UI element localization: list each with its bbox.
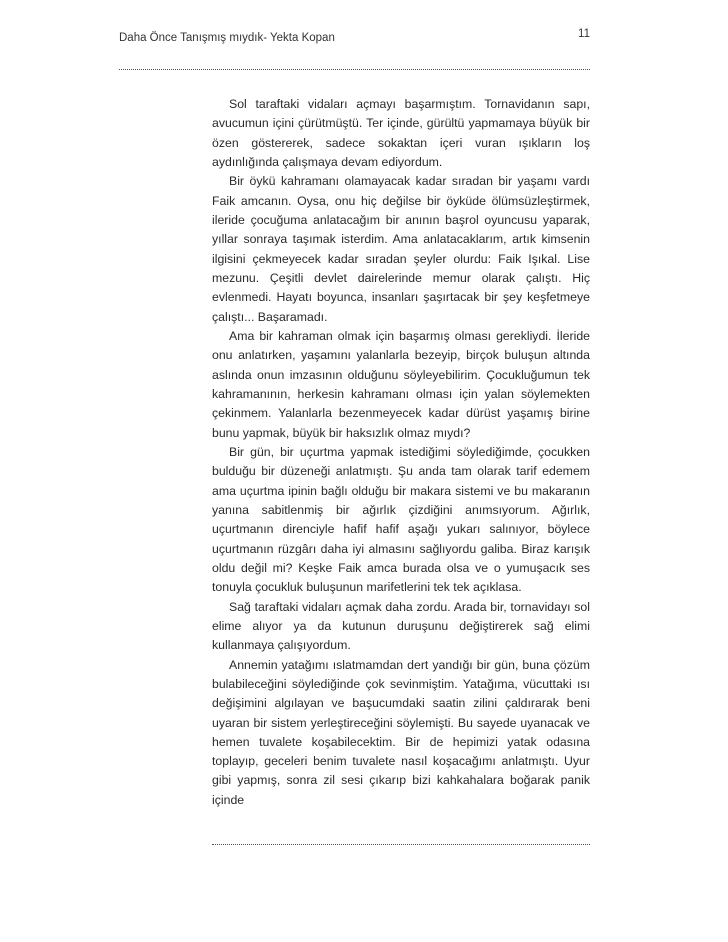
paragraph: Sol taraftaki vidaları açmayı başarmıştım. Tornavidanın sapı, avucumun içini çürütmüştü. Ter içinde, gürültü yapmamaya büyük bir özen göstererek, sadece sokaktan içeri vuran ışıkların loş aydınlığında çalışmaya devam ediyordum.	[212, 97, 590, 169]
paragraph: Bir gün, bir uçurtma yapmak istediğimi söylediğimde, çocukken bulduğu bir düzeneği anlatmıştı. Şu anda tam olarak tarif edemem ama uçurtma ipinin bağlı olduğu bir makara sistemi ve bu makaranın yanına sabitlenmiş bir ağırlık çizdiğini anımsıyorum. Ağırlık, uçurtmanın direnciyle hafif hafif aşağı yukarı salınıyor, böylece uçurtmanın rüzgârı daha iyi almasını sağlıyordu galiba. Biraz karışık oldu değil mi? Keşke Faik amca burada olsa ve o yumuşacık ses tonuyla çocukluk buluşunun marifetlerini tek tek açıklasa.	[212, 444, 590, 595]
header-dotted-rule	[119, 69, 590, 70]
running-header-title: Daha Önce Tanışmış mıydık- Yekta Kopan	[119, 32, 335, 44]
page-number: 11	[578, 28, 590, 40]
paragraph: Ama bir kahraman olmak için başarmış olması gerekliydi. İleride onu anlatırken, yaşamını yalanlarla bezeyip, birçok buluşun altında aslında onun imzasının olduğunu söyleyebilirim. Çocukluğumun tek kahramanının, herkesin kahramanı olması için yalan söylemekten çekinmem. Yalanlarla bezenmeyecek kadar dürüst yaşamış birine bunu yapmak, büyük bir haksızlık olmaz mıydı?	[212, 328, 590, 440]
body-text	[212, 95, 590, 810]
paragraph: Sağ taraftaki vidaları açmak daha zordu. Arada bir, tornavidayı sol elime alıyor ya da kutunun duruşunu değiştirerek sağ elimi kullanmaya çalışıyordum.	[212, 599, 590, 653]
footer-dotted-rule	[212, 844, 590, 845]
running-header	[119, 28, 590, 48]
paragraph: Bir öykü kahramanı olamayacak kadar sıradan bir yaşamı vardı Faik amcanın. Oysa, onu hiç değilse bir öyküde ölümsüzleştirmek, ileride çocuğuma anlatacağım bir anının başrol oyuncusu yaparak, yıllar sonraya taşımak isterdim. Ama anlatacaklarım, artık kimsenin ilgisini çekmeyecek kadar sıradan şeyler olurdu: Faik Işıkal. Lise mezunu. Çeşitli devlet dairelerinde memur olarak çalıştı. Hiç evlenmedi. Hayatı boyunca, insanları şaşırtacak bir şey keşfetmeye çalıştı... Başaramadı.	[212, 174, 590, 324]
paragraph: Annemin yatağımı ıslatmamdan dert yandığı bir gün, buna çözüm bulabileceğini söylediğinde çok sevinmiştim. Yatağıma, vücuttaki ısı değişimini algılayan ve başucumdaki saatin zilini çaldırarak beni uyaran bir sistem yerleştireceğini söylemişti. Bu sayede uyanacak ve hemen tuvalete koşabilecektim. Bir de hepimizi yatak odasına toplayıp, geceleri benim tuvalete nasıl koşacağımı anlatmıştı. Uyur gibi yapmış, sonra zil sesi çıkarıp bizi kahkahalara boğarak panik içinde	[212, 657, 590, 807]
